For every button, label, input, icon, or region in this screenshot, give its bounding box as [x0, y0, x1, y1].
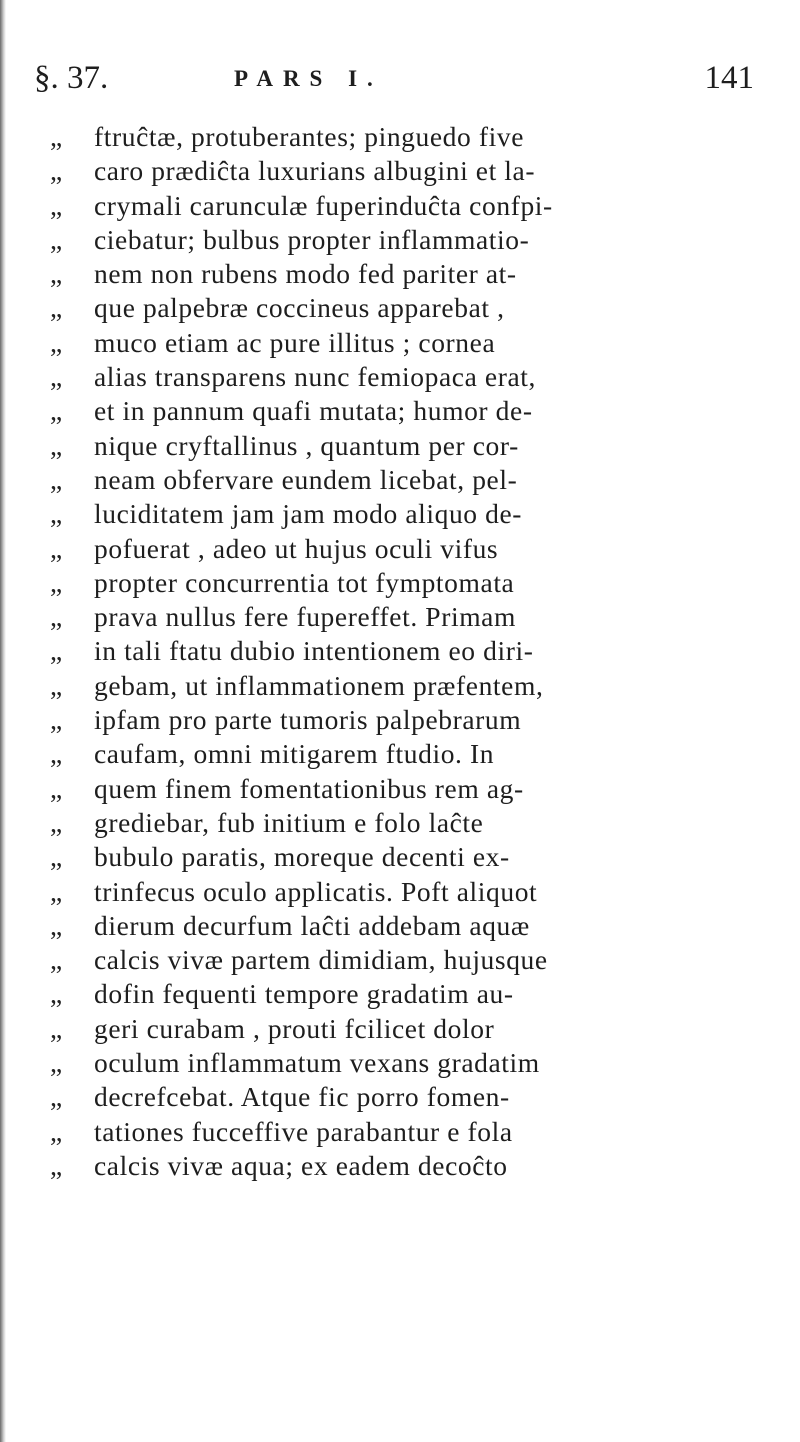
- line-text: nique cryftallinus , quantum per cor-: [94, 429, 519, 461]
- text-line: [50, 326, 770, 360]
- quotation-mark: „: [50, 326, 63, 358]
- line-text: quem finem fomentationibus rem ag-: [94, 772, 524, 804]
- text-line: [50, 669, 770, 703]
- text-line: [50, 634, 770, 668]
- text-line: [50, 566, 770, 600]
- line-text: in tali ftatu dubio intentionem eo diri-: [94, 635, 534, 667]
- quotation-mark: „: [50, 669, 63, 701]
- quotation-mark: „: [50, 841, 63, 873]
- text-line: [50, 497, 770, 531]
- line-text: que palpebræ coccineus apparebat ,: [94, 292, 505, 324]
- text-line: [50, 1080, 770, 1114]
- line-text: caufam, omni mitigarem ftudio. In: [94, 738, 495, 770]
- quotation-mark: „: [50, 772, 63, 804]
- text-line: [50, 977, 770, 1011]
- text-line: [50, 840, 770, 874]
- text-line: [50, 1115, 770, 1149]
- line-text: decrefcebat. Atque fic porro fomen-: [94, 1081, 510, 1113]
- quotation-mark: „: [50, 532, 63, 564]
- page-header: [34, 60, 754, 110]
- line-text: dierum decurfum laĉti addebam aquæ: [94, 909, 530, 941]
- line-text: crymali carunculæ fuperinduĉta confpi-: [94, 189, 553, 221]
- text-line: [50, 600, 770, 634]
- line-text: dofin fequenti tempore gradatim au-: [94, 978, 514, 1010]
- quotation-mark: „: [50, 635, 63, 667]
- line-text: bubulo paratis, moreque decenti ex-: [94, 841, 510, 873]
- line-text: ciebatur; bulbus propter inflammatio-: [94, 223, 530, 255]
- quotation-mark: „: [50, 978, 63, 1010]
- text-line: [50, 154, 770, 188]
- text-line: [50, 360, 770, 394]
- quotation-mark: „: [50, 738, 63, 770]
- line-text: et in pannum quafi mutata; humor de-: [94, 395, 533, 427]
- quotation-mark: „: [50, 704, 63, 736]
- line-text: alias transparens nunc femiopaca erat,: [94, 361, 536, 393]
- quotation-mark: „: [50, 292, 63, 324]
- quotation-mark: „: [50, 361, 63, 393]
- quotation-mark: „: [50, 223, 63, 255]
- line-text: grediebar, fub initium e folo laĉte: [94, 806, 484, 838]
- line-text: caro prædiĉta luxurians albugini et la-: [94, 155, 536, 187]
- quotation-mark: „: [50, 463, 63, 495]
- text-line: [50, 772, 770, 806]
- quotation-mark: „: [50, 875, 63, 907]
- quotation-mark: „: [50, 498, 63, 530]
- text-line: [50, 1046, 770, 1080]
- text-line: [50, 806, 770, 840]
- line-text: ipfam pro parte tumoris palpebrarum: [94, 704, 522, 736]
- quotation-mark: „: [50, 1081, 63, 1113]
- page-number: 141: [704, 60, 754, 96]
- quotation-mark: „: [50, 944, 63, 976]
- text-line: [50, 532, 770, 566]
- line-text: pofuerat , adeo ut hujus oculi vifus: [94, 532, 499, 564]
- text-line: [50, 223, 770, 257]
- quotation-mark: „: [50, 1115, 63, 1147]
- text-line: [50, 875, 770, 909]
- text-line: [50, 943, 770, 977]
- line-text: calcis vivæ partem dimidiam, hujusque: [94, 944, 548, 976]
- text-line: [50, 737, 770, 771]
- line-text: neam obfervare eundem licebat, pel-: [94, 463, 518, 495]
- quotation-mark: „: [50, 806, 63, 838]
- quotation-mark: „: [50, 395, 63, 427]
- text-line: [50, 463, 770, 497]
- line-text: prava nullus fere fupereffet. Primam: [94, 601, 516, 633]
- text-line: [50, 1149, 770, 1183]
- quotation-mark: „: [50, 121, 63, 152]
- text-line: [50, 291, 770, 325]
- quotation-mark: „: [50, 155, 63, 187]
- line-text: nem non rubens modo fed pariter at-: [94, 258, 517, 290]
- line-text: ftruĉtæ, protuberantes; pinguedo five: [94, 121, 524, 152]
- text-line: [50, 189, 770, 223]
- body-text: [50, 120, 770, 1183]
- line-text: gebam, ut inflammationem præfentem,: [94, 669, 544, 701]
- line-text: muco etiam ac pure illitus ; cornea: [94, 326, 496, 358]
- text-line: [50, 429, 770, 463]
- quotation-mark: „: [50, 1047, 63, 1079]
- quotation-mark: „: [50, 909, 63, 941]
- line-text: propter concurrentia tot fymptomata: [94, 566, 515, 598]
- quotation-mark: „: [50, 258, 63, 290]
- text-line: [50, 120, 770, 154]
- text-line: [50, 703, 770, 737]
- quotation-mark: „: [50, 189, 63, 221]
- quotation-mark: „: [50, 1149, 63, 1181]
- quotation-mark: „: [50, 601, 63, 633]
- quotation-mark: „: [50, 566, 63, 598]
- text-line: [50, 394, 770, 428]
- line-text: oculum inflammatum vexans gradatim: [94, 1047, 540, 1079]
- line-text: tationes fucceffive parabantur e fola: [94, 1115, 513, 1147]
- quotation-mark: „: [50, 1012, 63, 1044]
- line-text: calcis vivæ aqua; ex eadem decoĉto: [94, 1149, 508, 1181]
- quotation-mark: „: [50, 429, 63, 461]
- running-head: PARS I.: [234, 66, 383, 91]
- text-line: [50, 909, 770, 943]
- text-line: [50, 257, 770, 291]
- text-line: [50, 1012, 770, 1046]
- binding-shadow: [0, 0, 6, 1442]
- line-text: trinfecus oculo applicatis. Poft aliquot: [94, 875, 538, 907]
- line-text: geri curabam , prouti fcilicet dolor: [94, 1012, 495, 1044]
- line-text: luciditatem jam jam modo aliquo de-: [94, 498, 523, 530]
- section-number: §. 37.: [34, 60, 109, 96]
